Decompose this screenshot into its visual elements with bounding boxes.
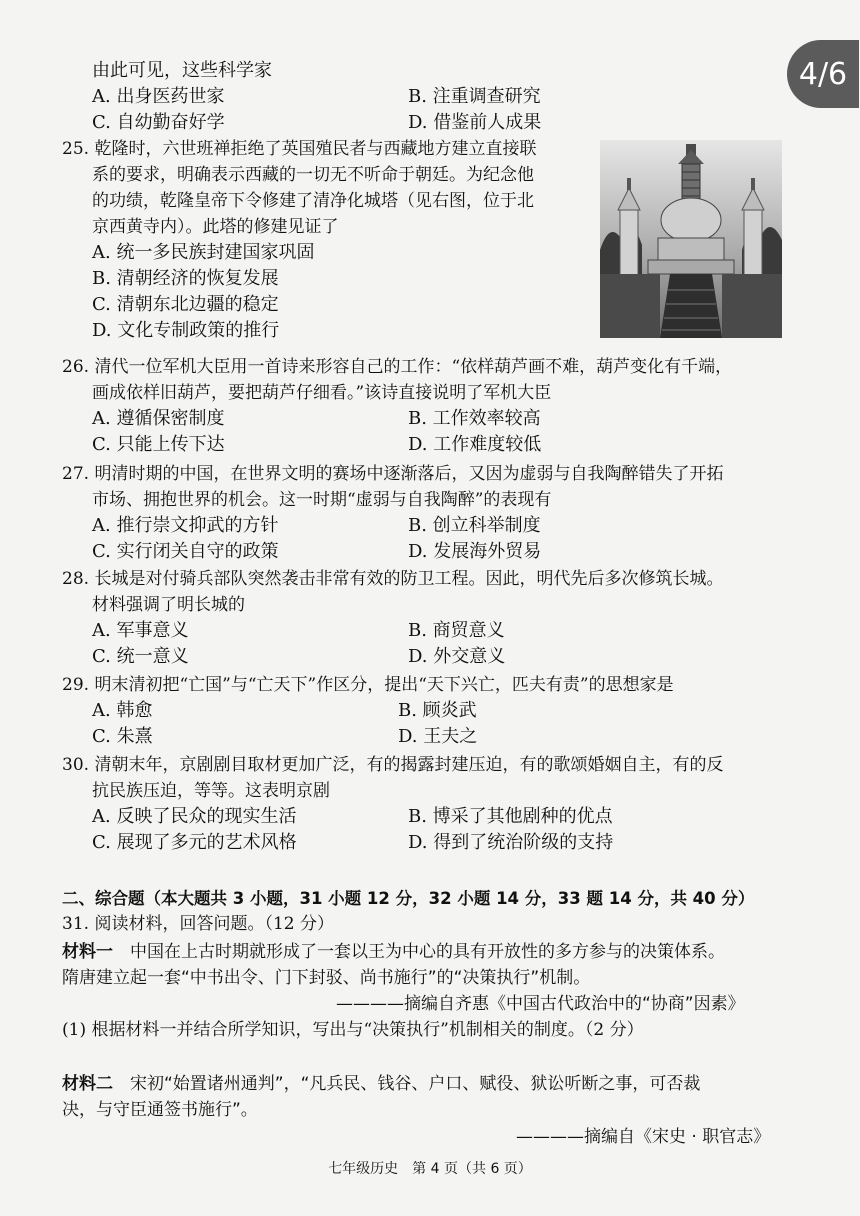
q27-stem-line-2: 市场、拥抱世界的机会。这一时期“虚弱与自我陶醉”的表现有 <box>92 490 552 510</box>
q26-stem-line-2: 画成依样旧葫芦，要把葫芦仔细看。”该诗直接说明了军机大臣 <box>92 383 552 403</box>
material2-text-1: 宋初“始置诸州通判”，“凡兵民、钱谷、户口、赋役、狱讼听断之事，可否裁 <box>113 1074 701 1094</box>
q28-stem-line-2: 材料强调了明长城的 <box>92 595 245 615</box>
q29-stem-line-1: 29. 明末清初把“亡国”与“亡天下”作区分，提出“天下兴亡，匹夫有责”的思想家是 <box>62 675 674 695</box>
page-indicator-badge[interactable]: 4/6 <box>787 40 859 108</box>
q26-option-b: B. 工作效率较高 <box>408 408 541 429</box>
q25-option-d: D. 文化专制政策的推行 <box>92 320 280 341</box>
material2-line-2: 决，与守臣通签书施行”。 <box>62 1100 258 1120</box>
material1-label: 材料一 <box>62 942 113 962</box>
q30-option-d: D. 得到了统治阶级的支持 <box>408 832 614 853</box>
material2-label: 材料二 <box>62 1074 113 1094</box>
pagoda-photo <box>600 140 782 338</box>
q25-option-b: B. 清朝经济的恢复发展 <box>92 268 279 289</box>
material2-line-1 <box>62 1071 700 1097</box>
q29-option-c: C. 朱熹 <box>92 726 153 747</box>
q26-option-a: A. 遵循保密制度 <box>92 408 225 429</box>
q28-option-a: A. 军事意义 <box>92 620 189 641</box>
material2-source: ————摘编自《宋史 · 职官志》 <box>516 1127 771 1147</box>
q27-option-b: B. 创立科举制度 <box>408 515 541 536</box>
q25-stem-line-4: 京西黄寺内）。此塔的修建见证了 <box>92 217 339 237</box>
page-footer: 七年级历史 第 4 页（共 6 页） <box>328 1161 532 1177</box>
q26-option-c: C. 只能上传下达 <box>92 434 225 455</box>
q30-option-a: A. 反映了民众的现实生活 <box>92 806 297 827</box>
q24-option-c: C. 自幼勤奋好学 <box>92 112 225 133</box>
q24-option-d: D. 借鉴前人成果 <box>408 112 542 133</box>
q30-stem-line-2: 抗民族压迫，等等。这表明京剧 <box>92 781 330 801</box>
q31-intro: 31. 阅读材料，回答问题。（12 分） <box>62 914 334 934</box>
q29-option-d: D. 王夫之 <box>398 726 478 747</box>
q28-stem-line-1: 28. 长城是对付骑兵部队突然袭击非常有效的防卫工程。因此，明代先后多次修筑长城。 <box>62 569 724 589</box>
section2-heading: 二、综合题（本大题共 3 小题，31 小题 12 分，32 小题 14 分，33 题 14 分，共 40 分） <box>62 889 755 908</box>
q31-subquestion-1: (1) 根据材料一并结合所学知识，写出与“决策执行”机制相关的制度。（2 分） <box>62 1020 644 1040</box>
material1-source: ————摘编自齐惠《中国古代政治中的“协商”因素》 <box>336 994 745 1014</box>
q24-option-b: B. 注重调查研究 <box>408 86 541 107</box>
q29-option-a: A. 韩愈 <box>92 700 153 721</box>
q27-stem-line-1: 27. 明清时期的中国，在世界文明的赛场中逐渐落后，又因为虚弱与自我陶醉错失了开拓 <box>62 464 724 484</box>
q29-option-b: B. 顾炎武 <box>398 700 477 721</box>
q26-stem-line-1: 26. 清代一位军机大臣用一首诗来形容自己的工作：“依样葫芦画不难，葫芦变化有千端， <box>62 357 733 377</box>
q24-stem-tail: 由此可见，这些科学家 <box>92 60 272 81</box>
q28-option-d: D. 外交意义 <box>408 646 506 667</box>
q25-option-c: C. 清朝东北边疆的稳定 <box>92 294 279 315</box>
q26-option-d: D. 工作难度较低 <box>408 434 542 455</box>
q27-option-c: C. 实行闭关自守的政策 <box>92 541 279 562</box>
q25-stem-line-1: 25. 乾隆时，六世班禅拒绝了英国殖民者与西藏地方建立直接联 <box>62 139 537 159</box>
q28-option-c: C. 统一意义 <box>92 646 189 667</box>
material1-text-1: 中国在上古时期就形成了一套以王为中心的具有开放性的多方参与的决策体系。 <box>113 942 725 962</box>
q25-option-a: A. 统一多民族封建国家巩固 <box>92 242 315 263</box>
q27-option-a: A. 推行崇文抑武的方针 <box>92 515 279 536</box>
material1-line-1 <box>62 939 725 965</box>
q30-stem-line-1: 30. 清朝末年，京剧剧目取材更加广泛，有的揭露封建压迫，有的歌颂婚姻自主，有的反 <box>62 755 724 775</box>
q28-option-b: B. 商贸意义 <box>408 620 505 641</box>
pagoda-illustration <box>600 140 782 338</box>
q30-option-c: C. 展现了多元的艺术风格 <box>92 832 297 853</box>
q24-option-a: A. 出身医药世家 <box>92 86 225 107</box>
q27-option-d: D. 发展海外贸易 <box>408 541 542 562</box>
q30-option-b: B. 博采了其他剧种的优点 <box>408 806 613 827</box>
q25-stem-line-2: 系的要求，明确表示西藏的一切无不听命于朝廷。为纪念他 <box>92 165 534 185</box>
material1-line-2: 隋唐建立起一套“中书出令、门下封驳、尚书施行”的“决策执行”机制。 <box>62 968 591 988</box>
q25-stem-line-3: 的功绩，乾隆皇帝下令修建了清净化城塔（见右图，位于北 <box>92 191 534 211</box>
